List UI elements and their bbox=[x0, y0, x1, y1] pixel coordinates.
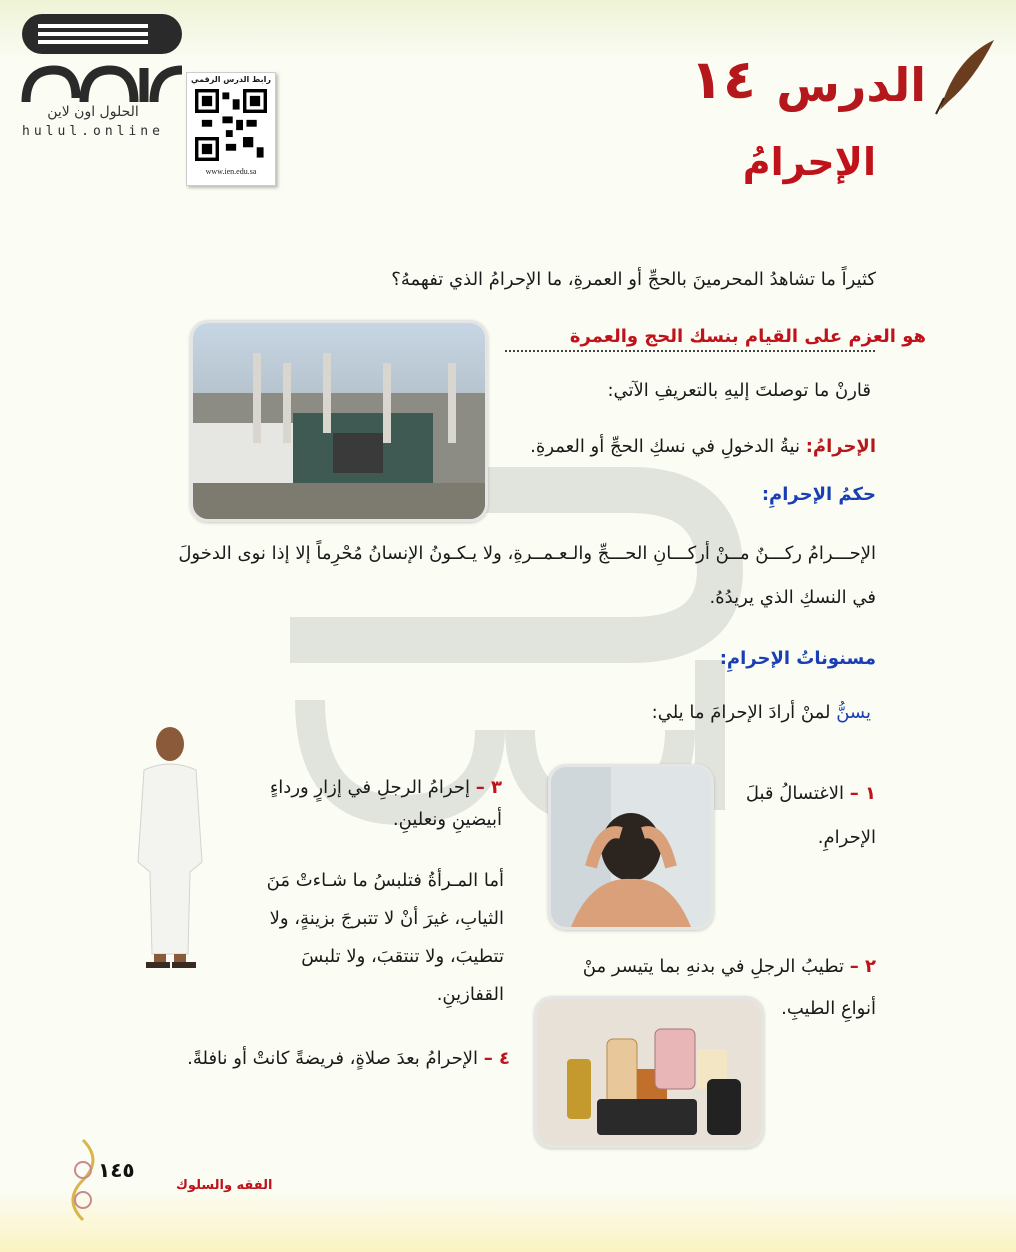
item-text: تطيبُ الرجلِ في بدنهِ بما يتيسر منْ أنواعِ الطيبِ. bbox=[582, 956, 876, 1019]
sunan-intro-lead: يسنُّ bbox=[836, 702, 871, 723]
page-ornament-icon bbox=[58, 1130, 108, 1240]
sunan-heading: مسنوناتُ الإحرامِ: bbox=[719, 648, 876, 669]
ruling-text: الإحـــرامُ ركـــنٌ مــنْ أركـــانِ الحـــجِّ والـعـمــرةِ، ولا يـكـونُ الإنسانُ مُحْرِماً إلا إذا نوى الدخولَ في النسكِ الذي يريدُهُ. bbox=[178, 543, 876, 608]
sunan-intro bbox=[652, 702, 871, 723]
compare-instruction: قارنْ ما توصلتَ إليهِ بالتعريفِ الآتي: bbox=[607, 380, 871, 401]
logo-arabic-text: الحلول اون لاين bbox=[47, 104, 139, 120]
item-number: ١ – bbox=[849, 783, 876, 804]
logo-english-text: hulul.online bbox=[22, 124, 164, 139]
bathing-image bbox=[548, 764, 714, 930]
page-title: الإحرامُ bbox=[742, 140, 876, 184]
item-number: ٢ – bbox=[849, 956, 876, 977]
list-item-1 bbox=[706, 772, 876, 860]
item-text: الإحرامُ بعدَ صلاةٍ، فريضةً كانتْ أو نافلةً. bbox=[187, 1048, 478, 1069]
qr-label: رابط الدرس الرقمي bbox=[191, 75, 271, 84]
lesson-number: ١٤ bbox=[690, 48, 756, 111]
perfume-bottles-image bbox=[534, 996, 764, 1148]
list-item-3 bbox=[232, 772, 502, 836]
qr-code-icon bbox=[195, 89, 267, 161]
item-text: إحرامُ الرجلِ في إزارٍ ورداءٍ أبيضينِ ونعلينِ. bbox=[269, 777, 502, 830]
lesson-label: الدرس bbox=[776, 58, 926, 112]
ruling-heading: حكمُ الإحرامِ: bbox=[761, 484, 876, 505]
definition-text: نيةُ الدخولِ في نسكِ الحجِّ أو العمرةِ. bbox=[530, 436, 800, 457]
women-note: أما المـرأةُ فتلبسُ ما شـاءتْ مَنَ الثيابِ، غيرَ أنْ لا تتبرجَ بزينةٍ، ولا تتطيبَ، ولا تنتقبَ، ولا تلبسَ القفازينِ. bbox=[266, 870, 504, 1005]
item-text: الاغتسالُ قبلَ الإحرامِ. bbox=[745, 783, 876, 848]
sunan-intro-text: لمنْ أرادَ الإحرامَ ما يلي: bbox=[651, 702, 831, 723]
definition bbox=[530, 436, 876, 457]
man-in-ihram-image bbox=[128, 722, 212, 972]
list-item-4 bbox=[140, 1048, 510, 1069]
bottom-decoration bbox=[0, 1190, 1016, 1252]
page-number: ١٤٥ bbox=[98, 1158, 135, 1182]
answer-dotted-line bbox=[505, 348, 875, 352]
qr-card[interactable] bbox=[186, 72, 276, 186]
footer-subject: الفقه والسلوك bbox=[176, 1178, 273, 1193]
item-number: ٣ – bbox=[475, 777, 502, 798]
question-text: كثيراً ما تشاهدُ المحرمينَ بالحجِّ أو العمرةِ، ما الإحرامُ الذي تفهمهُ؟ bbox=[391, 269, 876, 290]
masjid-al-haram-image bbox=[190, 320, 488, 522]
quill-icon bbox=[930, 36, 1000, 116]
item-number: ٤ – bbox=[483, 1048, 510, 1069]
answer-text: هو العزم على القيام بنسك الحج والعمرة bbox=[569, 326, 926, 347]
definition-term: الإحرامُ: bbox=[805, 436, 876, 457]
qr-url: www.ien.edu.sa bbox=[205, 167, 257, 176]
